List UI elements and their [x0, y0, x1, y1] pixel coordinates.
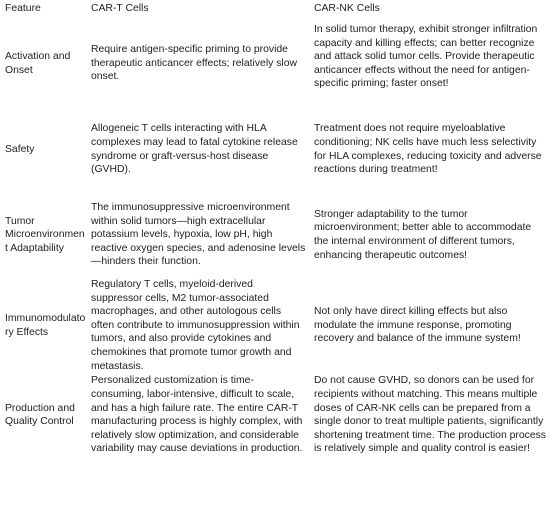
car-nk-cell: Treatment does not require myeloablative conditioning; NK cells have much less selectivity for HLA complexes, reducing toxicity and adverse reactions during treatment! — [314, 123, 542, 176]
table-row — [0, 20, 553, 107]
feature-cell: Safety — [5, 143, 35, 155]
feature-cell: Production and Quality Control — [5, 402, 75, 428]
car-nk-cell: Do not cause GVHD, so donors can be used for recipients without matching. This means multiple doses of CAR-NK cells can be prepared from a single donor to treat multiple patients, significantly shortening treatment time. The production process is relatively simple and quality control is easier! — [314, 375, 546, 455]
car-t-cell: Personalized customization is time-consuming, labor-intensive, difficult to scale, and has a high failure rate. The entire CAR-T manufacturing process is highly complex, with relatively slow optimization, and considerable variability may cause deviations in production. — [91, 375, 303, 455]
feature-cell: Activation and Onset — [5, 50, 71, 76]
car-t-cell: Require antigen-specific priming to provide therapeutic anticancer effects; relatively slow onset. — [91, 44, 297, 83]
table-row — [0, 192, 553, 278]
table-row — [0, 373, 553, 457]
header-feature: Feature — [5, 3, 41, 14]
header-car-t: CAR-T Cells — [91, 3, 149, 14]
feature-cell: Immunomodulatory Effects — [5, 312, 86, 338]
table-row — [0, 107, 553, 192]
table-header-row — [0, 0, 553, 20]
header-car-nk: CAR-NK Cells — [314, 3, 380, 14]
car-t-cell: Allogeneic T cells interacting with HLA complexes may lead to fatal cytokine release syndrome or graft-versus-host disease (GVHD). — [91, 123, 298, 176]
table-row — [0, 278, 553, 373]
car-nk-cell: In solid tumor therapy, exhibit stronger infiltration capacity and killing effects; can better recognize and attack solid tumor cells. Provide therapeutic anticancer effects without the need for antigen-specific priming; faster onset! — [314, 24, 538, 90]
car-t-cell: Regulatory T cells, myeloid-derived suppressor cells, M2 tumor-associated macrophages, and other autologous cells often contribute to immunosuppression within tumors, and also provide cytokines and chemokines that promote tumor growth and metastasis. — [91, 279, 300, 372]
car-nk-cell: Not only have direct killing effects but also modulate the immune response, promoting recovery and balance of the immune system! — [314, 306, 521, 345]
feature-cell: Tumor Microenvironment Adaptability — [5, 215, 85, 254]
car-nk-cell: Stronger adaptability to the tumor microenvironment; better able to accommodate the internal environment of different tumors, enhancing therapeutic outcomes! — [314, 208, 532, 261]
car-t-cell: The immunosuppressive microenvironment within solid tumors—high extracellular potassium levels, hypoxia, low pH, high reactive oxygen species, and adenosine levels—hinders their function. — [91, 202, 306, 268]
